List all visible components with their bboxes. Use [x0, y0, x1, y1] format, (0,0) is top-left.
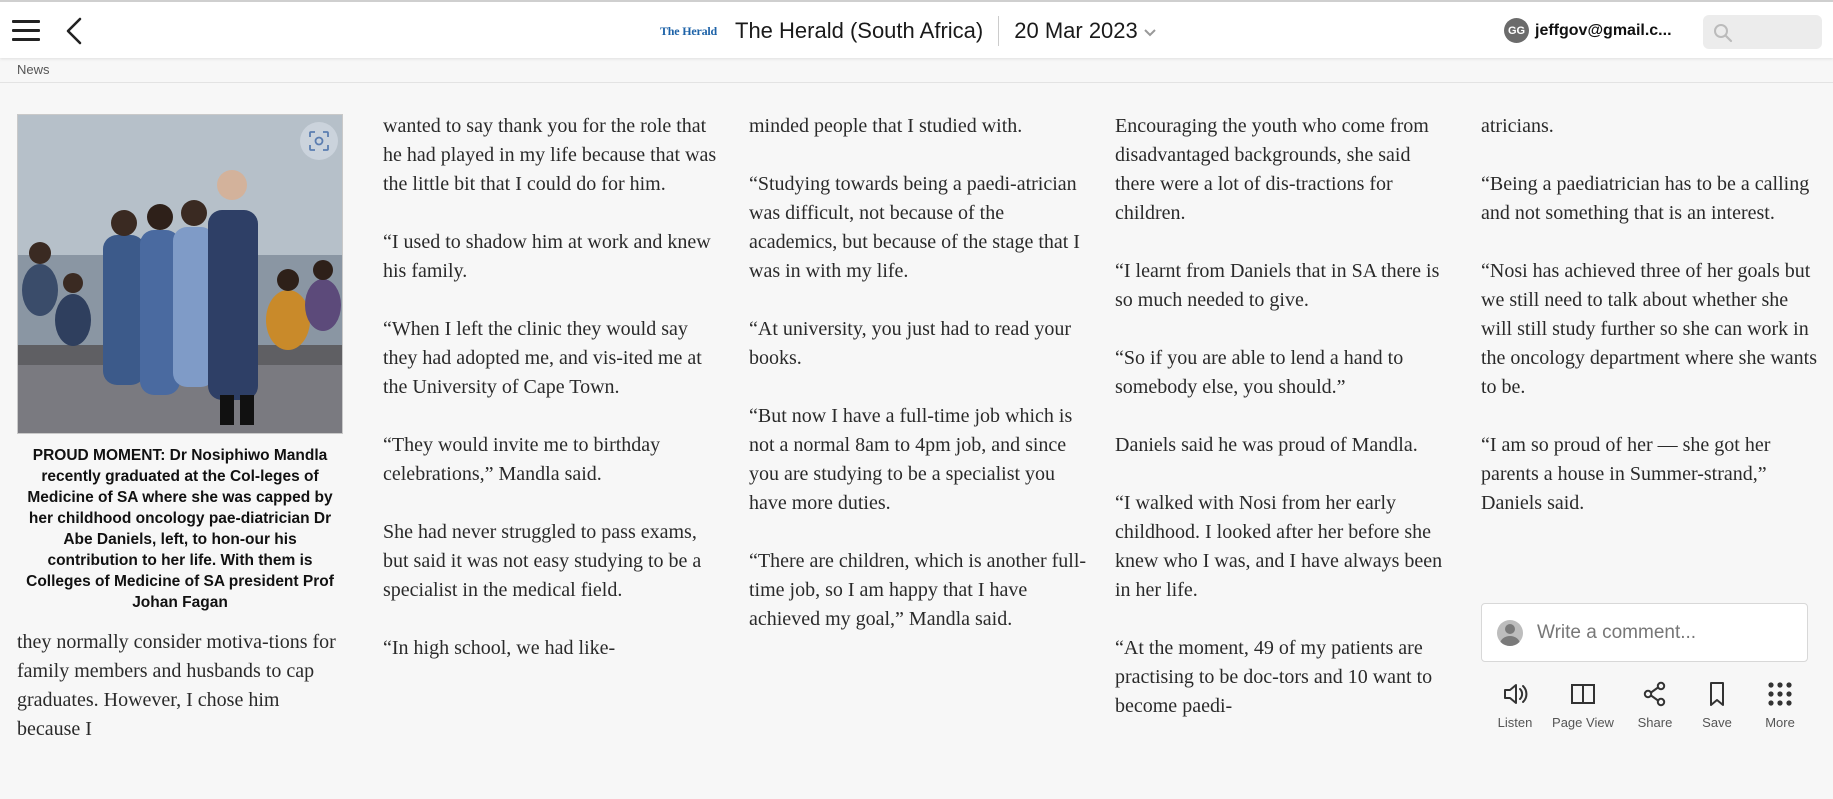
publication-header [660, 2, 1156, 60]
grid-dots-icon [1766, 680, 1794, 708]
share-icon [1641, 680, 1669, 708]
paragraph: Encouraging the youth who come from disadvantaged backgrounds, she said there were a lot of dis-tractions for children. [1115, 115, 1429, 224]
publication-title[interactable]: The Herald (South Africa) [735, 18, 984, 43]
paragraph: “I used to shadow him at work and knew his family. [383, 231, 711, 282]
photo-caption: PROUD MOMENT: Dr Nosiphiwo Mandla recently graduated at the Col-leges of Medicine of SA where she was capped by her childhood oncology pae-diatrician Dr Abe Daniels, left, to hon-our his contribution to her life. With them is Colleges of Medicine of SA president Prof Johan Fagan [26, 447, 334, 611]
speaker-icon [1501, 680, 1529, 708]
share-label: Share [1637, 715, 1673, 730]
paragraph: minded people that I studied with. [749, 115, 1023, 137]
search-icon [1713, 23, 1733, 43]
title-divider [998, 16, 999, 46]
paragraph: “I walked with Nosi from her early childhood. I looked after her before she knew who I was, and I have always been in her life. [1115, 492, 1443, 601]
article-column-3 [1115, 112, 1455, 750]
page-view-button[interactable] [1548, 680, 1618, 730]
paragraph: “At university, you just had to read your books. [749, 318, 1071, 369]
paragraph: “But now I have a full-time job which is not a normal 8am to 4pm job, and since you are studying to be a specialist you have more duties. [749, 405, 1073, 514]
commenter-avatar-icon [1497, 620, 1523, 646]
search-box[interactable] [1703, 15, 1822, 49]
paragraph: “When I left the clinic they would say they had adopted me, and vis-ited me at the University of Cape Town. [383, 318, 702, 398]
comment-placeholder: Write a comment... [1537, 621, 1697, 643]
save-button[interactable] [1682, 680, 1752, 730]
paragraph: “I am so proud of her — she got her parents a house in Summer-strand,” Daniels said. [1481, 434, 1771, 514]
article-column-4 [1481, 112, 1821, 547]
paragraph: “Studying towards being a paedi-atrician was difficult, not because of the academics, but because of the stage that I was in with my life. [749, 173, 1080, 282]
paragraph: “I learnt from Daniels that in SA there is so much needed to give. [1115, 260, 1440, 311]
paragraph: “Nosi has achieved three of her goals but we still need to talk about whether she will still study further so she can work in the oncology department where she wants to be. [1481, 260, 1818, 398]
chevron-down-icon [1144, 29, 1156, 37]
paragraph: She had never struggled to pass exams, but said it was not easy studying to be a specialist in the medical field. [383, 521, 702, 601]
back-arrow-icon[interactable] [62, 16, 86, 46]
article-photo[interactable] [17, 114, 343, 434]
divider [0, 82, 1833, 83]
listen-button[interactable] [1480, 680, 1550, 730]
paragraph: “They would invite me to birthday celebrations,” Mandla said. [383, 434, 661, 485]
article-column-1 [383, 112, 723, 692]
search-input[interactable] [1739, 21, 1819, 45]
zoom-image-icon[interactable] [300, 122, 338, 160]
issue-date-selector[interactable] [1014, 18, 1156, 44]
article-text-col0: they normally consider motiva-tions for family members and husbands to cap graduates. However, I chose him because I [17, 631, 336, 740]
share-button[interactable] [1620, 680, 1690, 730]
publication-logo: The Herald [660, 23, 717, 38]
paragraph: “In high school, we had like- [383, 637, 616, 659]
menu-icon[interactable] [12, 20, 40, 42]
paragraph: Daniels said he was proud of Mandla. [1115, 434, 1418, 456]
paragraph: “There are children, which is another full-time job, so I am happy that I have achieved my goal,” Mandla said. [749, 550, 1087, 630]
top-bar [0, 0, 1833, 58]
paragraph: atricians. [1481, 115, 1554, 137]
user-account[interactable] [1504, 18, 1672, 43]
more-button[interactable] [1745, 680, 1815, 730]
listen-label: Listen [1497, 715, 1533, 730]
paragraph: “So if you are able to lend a hand to somebody else, you should.” [1115, 347, 1404, 398]
page-view-icon [1569, 680, 1597, 708]
comment-input[interactable] [1481, 603, 1808, 662]
paragraph: “At the moment, 49 of my patients are practising to be doc-tors and 10 want to become paedi- [1115, 637, 1433, 717]
article-column-2 [749, 112, 1089, 663]
bookmark-icon [1703, 680, 1731, 708]
more-label: More [1765, 715, 1795, 730]
save-label: Save [1702, 715, 1732, 730]
user-avatar: GG [1504, 18, 1529, 43]
issue-date: 20 Mar 2023 [1014, 18, 1138, 43]
paragraph: wanted to say thank you for the role that he had played in my life because that was the little bit that I could do for him. [383, 115, 717, 195]
breadcrumb[interactable]: News [17, 62, 50, 77]
page-view-label: Page View [1552, 715, 1614, 730]
paragraph: “Being a paediatrician has to be a calling and not something that is an interest. [1481, 173, 1810, 224]
user-email: jeffgov@gmail.c... [1535, 21, 1672, 39]
